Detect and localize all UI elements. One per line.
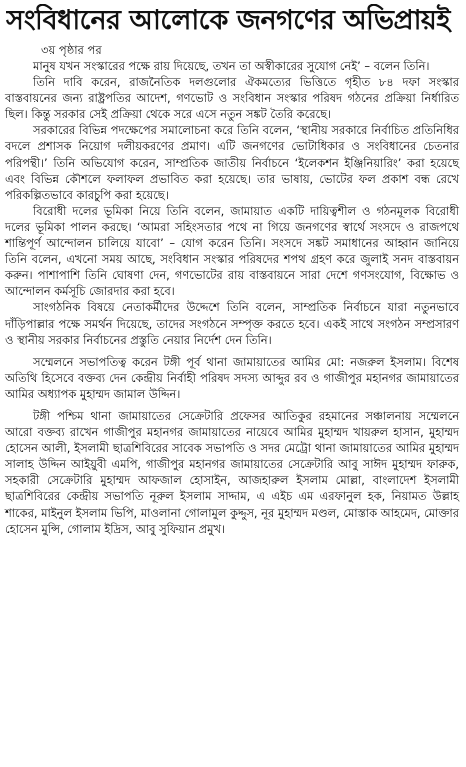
article-paragraph: সম্মেলনে সভাপতিত্ব করেন টঙ্গী পূর্ব থানা জামায়াতের আমির মো: নজরুল ইসলাম। বিশেষ অতিথি হিসেবে বক্তব্য দেন কেন্দ্রীয় নির্বাহী পরিষদ সদস্য আব্দুর রব ও গাজীপুর মহানগর জামায়াতের আমির অধ্যাপক মুহাম্মদ জামাল উদ্দিন।	[5, 354, 459, 401]
article-paragraph: বিরোধী দলের ভূমিকা নিয়ে তিনি বলেন, জামায়াত একটি দায়িত্বশীল ও গঠনমূলক বিরোধী দলের ভূমিকা পালন করছে। ‘আমরা সহিংসতার পথে না গিয়ে জনগণের স্বার্থে সংসদে ও রাজপথে শান্তিপূর্ণ আন্দোলন চালিয়ে যাবো’ – যোগ করেন তিনি। সংসদে সঙ্কট সমাধানের আহ্বান জানিয়ে তিনি বলেন, এখনো সময় আছে, সংবিধান সংস্কার পরিষদের শপথ গ্রহণ করে জুলাই সনদ বাস্তবায়ন করুন। পাশাপাশি তিনি ঘোষণা দেন, গণভোটের রায় বাস্তবায়নে সারা দেশে গণসংযোগ, বিক্ষোভ ও আন্দোলন কর্মসূচি জোরদার করা হবে।	[5, 203, 459, 299]
article-paragraph: সাংগঠনিক বিষয়ে নেতাকর্মীদের উদ্দেশে তিনি বলেন, সাম্প্রতিক নির্বাচনে যারা নতুনভাবে দাঁড়িপাল্লার পক্ষে সমর্থন দিয়েছে, তাদের সংগঠনে সম্পৃক্ত করতে হবে। একই সাথে সংগঠন সম্প্রসারণ ও স্থানীয় সরকার নির্বাচনের প্রস্তুতি নেয়ার নির্দেশ দেন তিনি।	[5, 300, 459, 347]
article-paragraph: মানুষ যখন সংস্কারের পক্ষে রায় দিয়েছে, তখন তা অস্বীকারের সুযোগ নেই’ – বলেন তিনি।	[33, 59, 430, 73]
article-paragraph: টঙ্গী পশ্চিম থানা জামায়াতের সেক্রেটারি প্রফেসর আতিকুর রহমানের সঞ্চালনায় সম্মেলনে আরো বক্তব্য রাখেন গাজীপুর মহানগর জামায়াতের নায়েবে আমির মুহাম্মদ খায়রুল হাসান, মুহাম্মদ হোসেন আলী, ইসলামী ছাত্রশিবিরের সাবেক সভাপতি ও সদর মেট্রো থানা জামায়াতের আমির মুহাম্মদ সালাহ উদ্দিন আইয়ুবী এমপি, গাজীপুর মহানগর জামায়াতের সেক্রেটারি আবু সাঈদ মুহাম্মদ ফারুক, সহকারী সেক্রেটারি মুহাম্মদ আফজাল হোসাইন, আজহারুল ইসলাম মোল্লা, বাংলাদেশ ইসলামী ছাত্রশিবিরের কেন্দ্রীয় সভাপতি নূরুল ইসলাম সাদ্দাম, এ এইচ এম এরফানুল হক, নিয়ামত উল্লাহ শাকের, মাইনুল ইসলাম ভিপি, মাওলানা গোলামুল কুদ্দুস, নূর মুহাম্মদ মণ্ডল, মোস্তাক আহমেদ, মোক্তার হোসেন মুন্সি, গোলাম ইদ্রিস, আবু সুফিয়ান প্রমুখ।	[5, 408, 459, 536]
continued-from-label: ৩য় পৃষ্ঠার পর	[41, 43, 102, 57]
headline: সংবিধানের আলোকে জনগণের অভিপ্রায়ই	[6, 5, 450, 36]
article-paragraph: তিনি দাবি করেন, রাজনৈতিক দলগুলোর ঐকমত্যের ভিত্তিতে গৃহীত ৮৪ দফা সংস্কার বাস্তবায়নের জন্য রাষ্ট্রপতির আদেশ, গণভোট ও সংবিধান সংস্কার পরিষদ গঠনের প্রক্রিয়া নির্ধারিত ছিল। কিন্তু সরকার সেই প্রক্রিয়া থেকে সরে এসে নতুন সঙ্কট তৈরি করেছে।	[5, 75, 459, 122]
article-body	[5, 58, 459, 537]
article-paragraph: সরকারের বিভিন্ন পদক্ষেপের সমালোচনা করে তিনি বলেন, ‘স্থানীয় সরকারে নির্বাচিত প্রতিনিধির বদলে প্রশাসক নিয়োগ দলীয়করণের প্রমাণ। এটি জনগণের ভোটাধিকার ও সংবিধানের চেতনার পরিপন্থী।’ তিনি অভিযোগ করেন, সাম্প্রতিক জাতীয় নির্বাচনে ‘ইলেকশন ইঞ্জিনিয়ারিং’ করা হয়েছে এবং বিভিন্ন কৌশলে ফলাফল প্রভাবিত করা হয়েছে। তার ভাষায়, ভোটের ফল প্রকাশ বন্ধ রেখে পরিকল্পিতভাবে কারচুপি করা হয়েছে।	[5, 123, 459, 202]
